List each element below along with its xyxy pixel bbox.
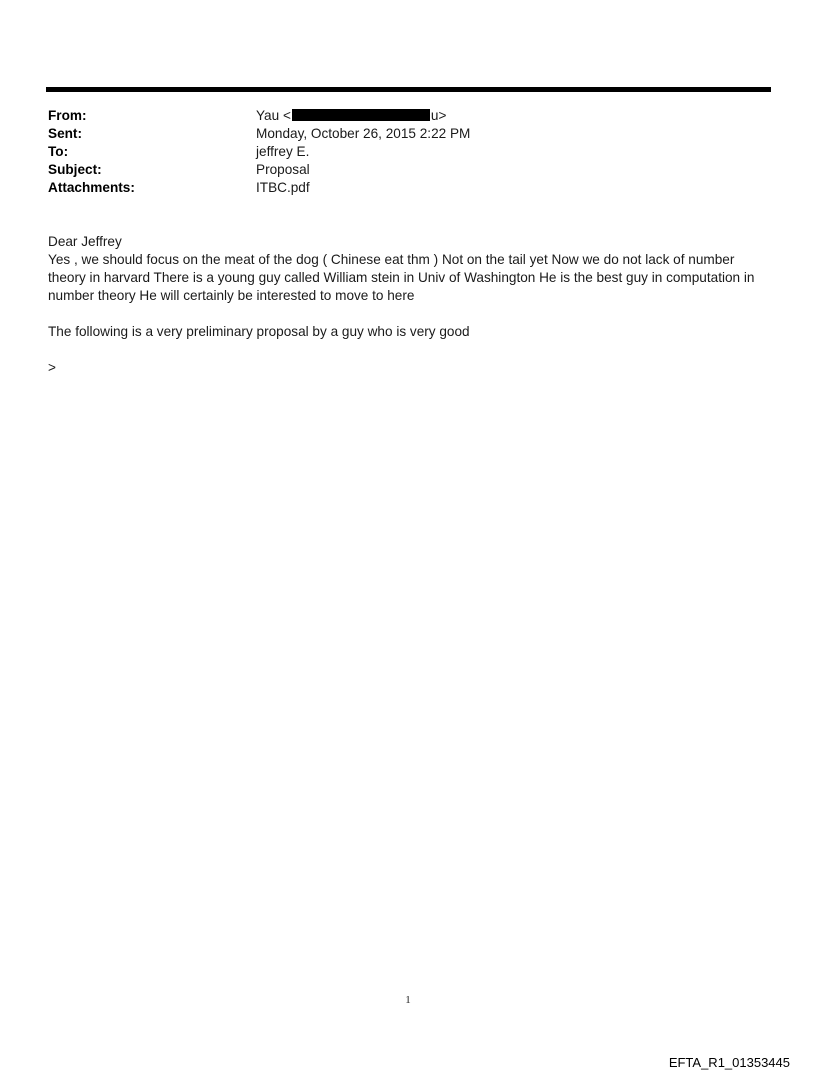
attachments-label: Attachments: [48,180,135,195]
to-label: To: [48,144,69,159]
email-header [48,107,768,197]
paragraph-gap [48,305,770,323]
body-line: The following is a very preliminary proposal by a guy who is very good [48,324,470,339]
from-value [256,107,446,125]
page-number: 1 [405,994,411,1006]
redaction-bar [292,109,430,121]
from-tail: u> [430,108,447,123]
subject-label: Subject: [48,162,102,177]
document-id: EFTA_R1_01353445 [668,1055,790,1070]
from-name: Yau < [256,108,291,123]
body-line: number theory He will certainly be interested to move to here [48,288,415,303]
subject-value: Proposal [256,162,310,177]
paragraph-gap [48,341,770,359]
from-row [48,107,768,125]
subject-row [48,161,768,179]
attachment-filename[interactable]: ITBC.pdf [256,180,310,195]
header-divider [46,87,771,92]
sent-value: Monday, October 26, 2015 2:22 PM [256,126,471,141]
email-body [48,233,770,377]
quote-marker: > [48,360,56,375]
sent-row [48,125,768,143]
body-line: theory in harvard There is a young guy called William stein in Univ of Washington He is the best guy in computation in [48,270,755,285]
body-line: Yes , we should focus on the meat of the dog ( Chinese eat thm ) Not on the tail yet Now we do not lack of number [48,252,735,267]
from-label: From: [48,108,87,123]
attachments-row [48,179,768,197]
greeting: Dear Jeffrey [48,234,122,249]
to-value: jeffrey E. [256,144,310,159]
sent-label: Sent: [48,126,82,141]
to-row [48,143,768,161]
